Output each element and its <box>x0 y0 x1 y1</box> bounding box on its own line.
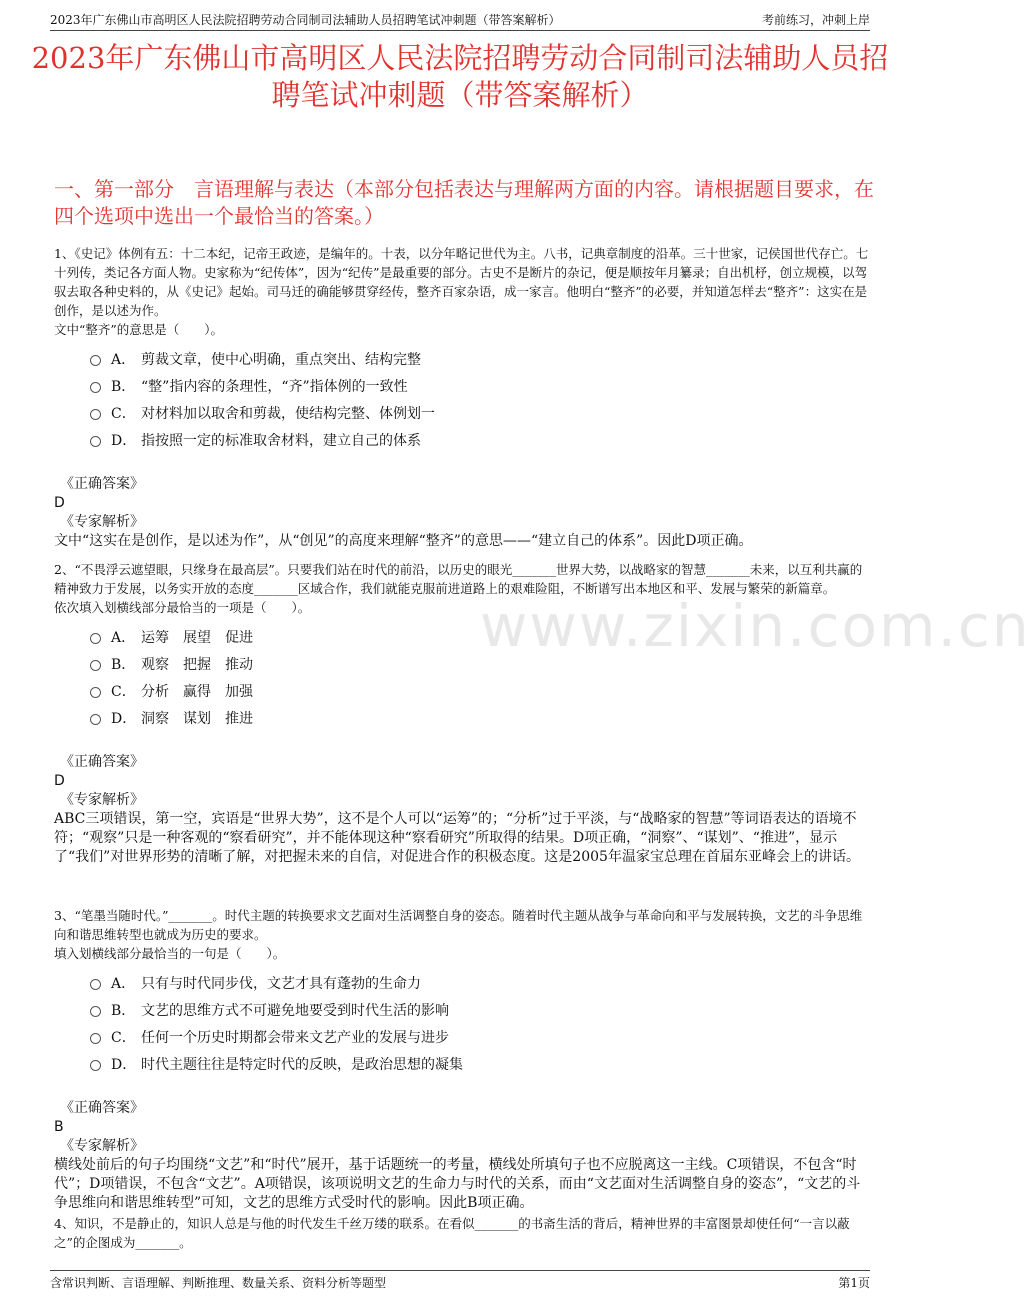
answer-label: 《正确答案》 <box>60 1100 144 1116</box>
radio-icon[interactable] <box>90 979 101 990</box>
watermark: www.zixin.com.cn <box>480 592 1031 660</box>
option-d[interactable]: D． 洞察 谋划 推进 <box>54 706 870 733</box>
radio-icon[interactable] <box>90 436 101 447</box>
analysis-label: 《专家解析》 <box>60 792 144 808</box>
radio-icon[interactable] <box>90 660 101 671</box>
radio-icon[interactable] <box>90 1033 101 1044</box>
radio-icon[interactable] <box>90 1060 101 1071</box>
header-doc-title: 2023年广东佛山市高明区人民法院招聘劳动合同制司法辅助人员招聘笔试冲刺题（带答案解析） <box>50 12 561 27</box>
radio-icon[interactable] <box>90 633 101 644</box>
option-b[interactable]: B． “整”指内容的条理性，“齐”指体例的一致性 <box>54 374 870 401</box>
analysis-label: 《专家解析》 <box>60 1138 144 1154</box>
radio-icon[interactable] <box>90 687 101 698</box>
radio-icon[interactable] <box>90 382 101 393</box>
question-1 <box>54 244 870 551</box>
option-c[interactable]: C． 分析 赢得 加强 <box>54 679 870 706</box>
option-c[interactable]: C． 对材料加以取舍和剪裁，使结构完整、体例划一 <box>54 401 870 428</box>
footer-note: 含常识判断、言语理解、判断推理、数量关系、资料分析等题型 <box>50 1276 387 1290</box>
radio-icon[interactable] <box>90 714 101 725</box>
options-list <box>54 347 870 455</box>
question-3 <box>54 906 870 1213</box>
page-header <box>50 8 870 31</box>
analysis-text: 文中“这实在是创作，是以述为作”，从“创见”的高度来理解“整齐”的意思——“建立自己的体系”。因此D项正确。 <box>54 533 753 549</box>
page-footer <box>50 1270 870 1291</box>
question-prompt: 文中“整齐”的意思是（ ）。 <box>54 322 224 337</box>
answer-block <box>54 475 870 551</box>
question-4 <box>54 1214 870 1252</box>
radio-icon[interactable] <box>90 409 101 420</box>
option-d[interactable]: D． 指按照一定的标准取舍材料，建立自己的体系 <box>54 428 870 455</box>
options-list <box>54 625 870 733</box>
analysis-text: 横线处前后的句子均围绕“文艺”和“时代”展开，基于话题统一的考量，横线处所填句子也不应脱离这一主线。C项错误，不包含“时代”；D项错误，不包含“文艺”。A项错误，该项说明文艺的生命力与时代的关系，而由“文艺面对生活调整自身的姿态”，“文艺的斗争思维向和谐思维转型”可知，文艺的思维方式受时代的影响。因此B项正确。 <box>54 1157 861 1211</box>
option-a[interactable]: A． 只有与时代同步伐，文艺才具有蓬勃的生命力 <box>54 971 870 998</box>
option-b[interactable]: B． 文艺的思维方式不可避免地要受到时代生活的影响 <box>54 998 870 1025</box>
answer-value: D <box>54 773 65 789</box>
option-a[interactable]: A． 剪裁文章，使中心明确，重点突出、结构完整 <box>54 347 870 374</box>
option-d[interactable]: D． 时代主题往往是特定时代的反映，是政治思想的凝集 <box>54 1052 870 1079</box>
answer-block <box>54 1099 870 1213</box>
radio-icon[interactable] <box>90 1006 101 1017</box>
question-stem: 1、《史记》体例有五：十二本纪，记帝王政迹，是编年的。十表，以分年略记世代为主。八书，记典章制度的沿革。三十世家，记侯国世代存亡。七十列传，类记各方面人物。史家称为“纪传体”，因为“纪传”是最重要的部分。古史不是断片的杂记，便是顺按年月纂录；自出机杼，创立规模，以驾驭去取各种史料的，从《史记》起始。司马迁的确能够贯穿经传，整齐百家杂语，成一家言。他明白“整齐”的必要，并知道怎样去“整齐”：这实在是创作，是以述为作。 <box>54 246 869 318</box>
answer-label: 《正确答案》 <box>60 476 144 492</box>
option-b[interactable]: B． 观察 把握 推动 <box>54 652 870 679</box>
header-slogan: 考前练习，冲刺上岸 <box>761 12 870 27</box>
question-2 <box>54 560 870 867</box>
question-prompt: 依次填入划横线部分最恰当的一项是（ ）。 <box>54 600 311 615</box>
option-a[interactable]: A． 运筹 展望 促进 <box>54 625 870 652</box>
question-stem: 4、知识，不是静止的，知识人总是与他的时代发生千丝万缕的联系。在看似_______的书斋生活的背后，精神世界的丰富图景却使任何“一言以蔽之”的企图成为_______。 <box>54 1216 850 1250</box>
analysis-text: ABC三项错误，第一空，宾语是“世界大势”，这不是个人可以“运筹”的；“分析”过于平淡，与“战略家的智慧”等词语表达的语境不符；“观察”只是一种客观的“察看研究”，并不能体现这种“察看研究”所取得的结果。D项正确，“洞察”、“谋划”、“推进”，显示了“我们”对世界形势的清晰了解，对把握未来的自信，对促进合作的积极态度。这是2005年温家宝总理在首届东亚峰会上的讲话。 <box>54 811 860 865</box>
option-c[interactable]: C． 任何一个历史时期都会带来文艺产业的发展与进步 <box>54 1025 870 1052</box>
answer-value: B <box>54 1119 64 1135</box>
document-title: 2023年广东佛山市高明区人民法院招聘劳动合同制司法辅助人员招聘笔试冲刺题（带答案解析） <box>31 41 889 112</box>
question-stem: 2、“不畏浮云遮望眼，只缘身在最高层”。只要我们站在时代的前沿，以历史的眼光_______世界大势，以战略家的智慧_______未来，以互利共赢的精神致力于发展，以务实开放的态度_______区域合作，我们就能克服前进道路上的艰难险阻，不断谱写出本地区和平、发展与繁荣的新篇章。 <box>54 562 863 596</box>
analysis-label: 《专家解析》 <box>60 514 144 530</box>
answer-value: D <box>54 495 65 511</box>
radio-icon[interactable] <box>90 355 101 366</box>
page-number: 第1页 <box>838 1276 870 1290</box>
answer-label: 《正确答案》 <box>60 754 144 770</box>
question-prompt: 填入划横线部分最恰当的一句是（ ）。 <box>54 946 286 961</box>
options-list <box>54 971 870 1079</box>
section-heading: 一、第一部分 言语理解与表达（本部分包括表达与理解两方面的内容。请根据题目要求，在四个选项中选出一个最恰当的答案。） <box>54 177 874 228</box>
question-stem: 3、“笔墨当随时代。”_______。时代主题的转换要求文艺面对生活调整自身的姿态。随着时代主题从战争与革命向和平与发展转换，文艺的斗争思维向和谐思维转型也就成为历史的要求。 <box>54 908 863 942</box>
answer-block <box>54 753 870 867</box>
